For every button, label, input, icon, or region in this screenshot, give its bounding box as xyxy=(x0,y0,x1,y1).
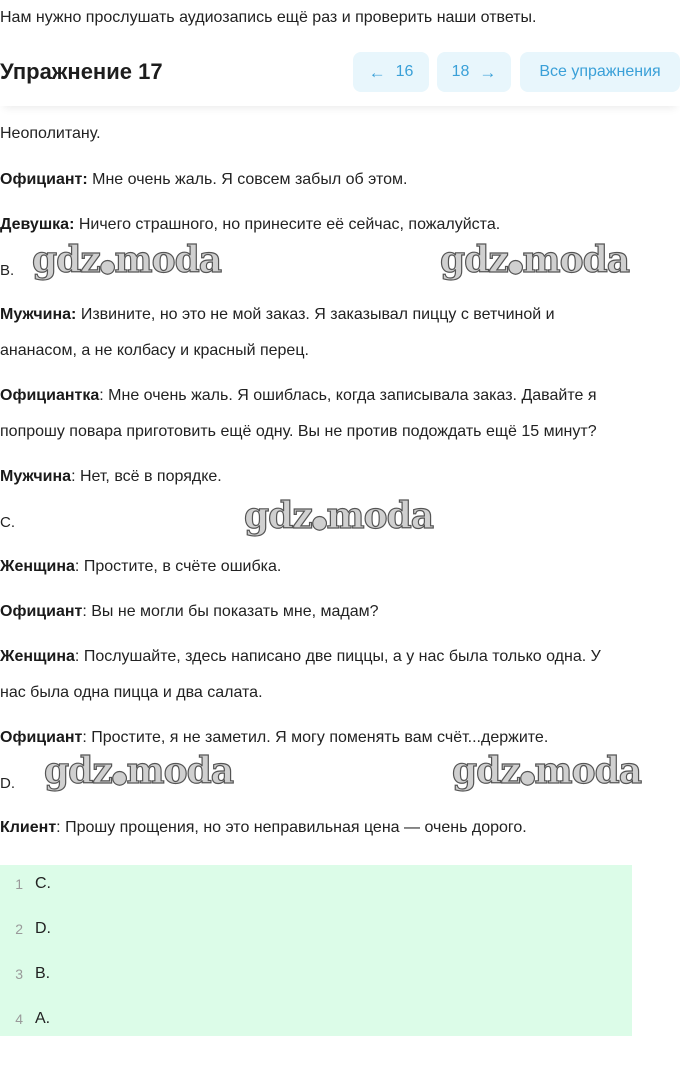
speaker-label: Мужчина xyxy=(0,468,72,485)
answer-row xyxy=(0,866,632,902)
answer-value: A. xyxy=(35,1010,51,1027)
dialogue-line xyxy=(0,378,597,414)
exercise-header xyxy=(0,44,680,106)
dialogue-text: : Нет, всё в порядке. xyxy=(71,468,222,485)
answer-number: 1 xyxy=(15,876,23,892)
dialogue-line: Официант: Мне очень жаль. Я совсем забыл об этом. xyxy=(0,171,408,188)
answer-number: 3 xyxy=(15,966,23,982)
dialogue-line xyxy=(0,459,222,495)
dialogue-line xyxy=(0,594,379,630)
speaker-label: Официант xyxy=(0,603,83,620)
dialogue-line xyxy=(0,414,597,450)
dialogue-text: Извините, но это не мой заказ. Я заказывал пиццу с ветчиной и xyxy=(76,306,555,323)
speaker-label: Женщина xyxy=(0,648,75,665)
speaker-label: Девушка: xyxy=(0,216,75,233)
speaker-label: Мужчина: xyxy=(0,306,77,323)
arrow-left-icon: ← xyxy=(368,62,386,82)
speaker-label: Официант xyxy=(0,171,83,188)
arrow-right-icon: → xyxy=(479,62,497,82)
dialogue-text: Неополитану. xyxy=(0,125,101,142)
speaker-label: Женщина xyxy=(0,558,75,575)
answer-number: 2 xyxy=(15,921,23,937)
watermark-logo: gdz●moda xyxy=(440,239,630,281)
dialogue-text: : Вы не могли бы показать мне, мадам? xyxy=(82,603,379,620)
dialogue-line xyxy=(0,297,555,333)
page-title: Упражнение 17 xyxy=(0,59,163,84)
dialogue-text: Мне очень жаль. Я совсем забыл об этом. xyxy=(87,171,408,188)
dialogue-line xyxy=(0,639,601,675)
speaker-label: Клиент xyxy=(0,819,57,836)
speaker-label: Официант xyxy=(0,729,83,746)
watermark-logo: gdz●moda xyxy=(452,750,642,792)
section-letter-c: C. xyxy=(0,514,15,531)
answer-number: 4 xyxy=(15,1011,23,1027)
answer-row xyxy=(0,1001,632,1037)
dialogue-text: ананасом, а не колбасу и красный перец. xyxy=(0,342,309,359)
dialogue-text: : Простите, в счёте ошибка. xyxy=(74,558,282,575)
section-letter-d: D. xyxy=(0,775,15,792)
section-letter-b: B. xyxy=(0,262,15,279)
dialogue-line xyxy=(0,333,309,369)
speaker-label: Официантка xyxy=(0,387,100,404)
answer-value: D. xyxy=(35,920,51,937)
dialogue-line xyxy=(0,675,263,711)
answer-row xyxy=(0,956,632,992)
next-exercise-label: 18 xyxy=(451,63,470,80)
prev-exercise-label: 16 xyxy=(395,63,414,80)
dialogue-line xyxy=(0,207,500,243)
dialogue-text: : Простите, я не заметил. Я могу поменять вам счёт...держите. xyxy=(82,729,549,746)
intro-text: Нам нужно прослушать аудиозапись ещё раз и проверить наши ответы. xyxy=(0,9,537,26)
watermark-logo: gdz●moda xyxy=(244,495,434,537)
dialogue-text: Ничего страшного, но принесите её сейчас, пожалуйста. xyxy=(74,216,501,233)
answer-row xyxy=(0,911,632,947)
next-exercise-button[interactable] xyxy=(437,52,511,92)
dialogue-line xyxy=(0,116,101,152)
dialogue-text: : Послушайте, здесь написано две пиццы, а у нас была только одна. У xyxy=(74,648,601,665)
dialogue-line xyxy=(0,549,281,585)
dialogue-text: : Прошу прощения, но это неправильная цена — очень дорого. xyxy=(56,819,527,836)
dialogue-text: : Мне очень жаль. Я ошиблась, когда записывала заказ. Давайте я xyxy=(99,387,597,404)
answers-block xyxy=(0,865,632,1036)
watermark-logo: gdz●moda xyxy=(44,750,234,792)
dialogue-text: нас была одна пицца и два салата. xyxy=(0,684,263,701)
dialogue-line xyxy=(0,810,527,846)
all-exercises-button[interactable]: Все упражнения xyxy=(520,52,680,92)
answer-value: B. xyxy=(35,965,51,982)
prev-exercise-button[interactable] xyxy=(353,52,429,92)
watermark-logo: gdz●moda xyxy=(32,239,222,281)
dialogue-text: попрошу повара приготовить ещё одну. Вы не против подождать ещё 15 минут? xyxy=(0,423,597,440)
answer-value: C. xyxy=(35,875,51,892)
